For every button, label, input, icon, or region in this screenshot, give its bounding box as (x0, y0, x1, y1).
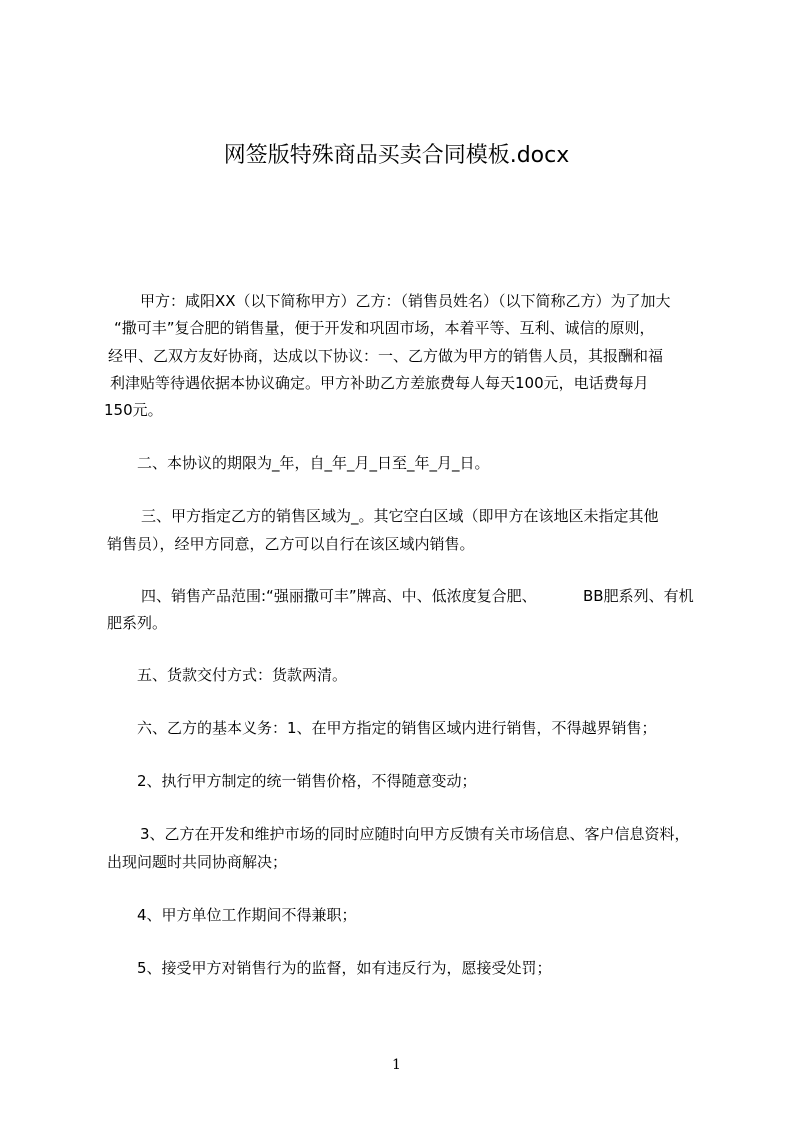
text-line: 三、甲方指定乙方的销售区域为_。其它空白区域（即甲方在该地区未指定其他 (141, 507, 659, 525)
text-line: 四、销售产品范围:“强丽撒可丰”牌高、中、低浓度复合肥、 (141, 587, 537, 605)
text-line: 4、甲方单位工作期间不得兼职； (137, 906, 357, 924)
text-line: BB肥系列、有机 (583, 587, 694, 605)
text-line: 六、乙方的基本义务：1、在甲方指定的销售区域内进行销售，不得越界销售； (137, 719, 657, 737)
text-line: 出现问题时共同协商解决； (107, 853, 288, 871)
text-line: 销售员），经甲方同意，乙方可以自行在该区域内销售。 (107, 535, 475, 553)
text-line: 甲方：咸阳XX（以下简称甲方）乙方：（销售员姓名）（以下简称乙方）为了加大 (140, 292, 671, 310)
text-line: 二、本协议的期限为_年，自_年_月_日至_年_月_日。 (137, 454, 490, 472)
text-line: 肥系列。 (107, 614, 168, 632)
text-line: 利津贴等待遇依据本协议确定。甲方补助乙方差旅费每人每天100元，电话费每月 (110, 374, 649, 392)
page-number: 1 (392, 1057, 401, 1073)
text-line: 150元。 (104, 401, 163, 419)
text-line: “撒可丰”复合肥的销售量，便于开发和巩固市场，本着平等、互利、诚信的原则， (114, 319, 655, 337)
text-line: 2、执行甲方制定的统一销售价格，不得随意变动； (137, 772, 477, 790)
text-line: 5、接受甲方对销售行为的监督，如有违反行为，愿接受处罚； (137, 959, 552, 977)
text-line: 经甲、乙双方友好协商，达成以下协议：一、乙方做为甲方的销售人员，其报酬和福 (108, 347, 664, 365)
document-title: 网签版特殊商品买卖合同模板.docx (223, 143, 570, 168)
text-line: 五、货款交付方式：货款两清。 (137, 666, 348, 684)
text-line: 3、乙方在开发和维护市场的同时应随时向甲方反馈有关市场信息、客户信息资料， (140, 825, 690, 843)
